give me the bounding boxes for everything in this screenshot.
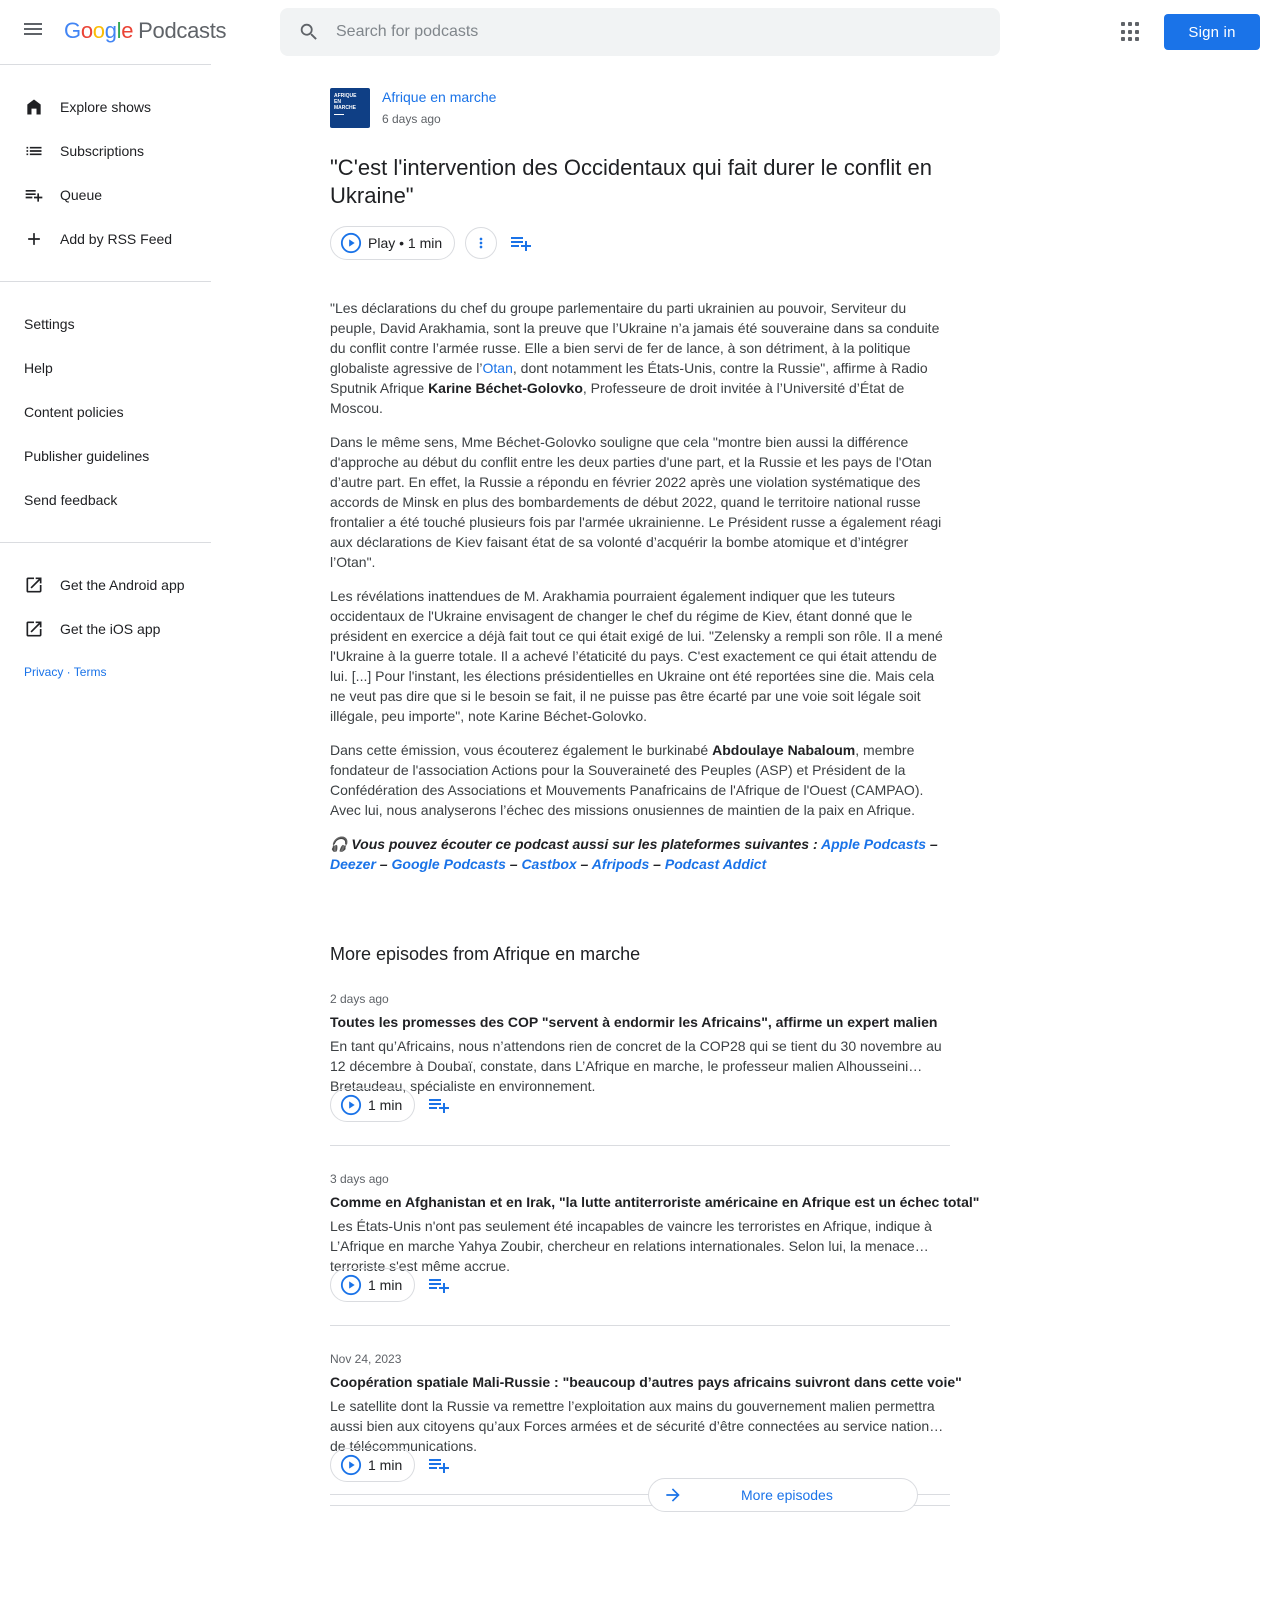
list-icon — [24, 141, 44, 161]
sidebar-item-ios-app[interactable]: Get the iOS app — [0, 607, 211, 651]
list-item-date: Nov 24, 2023 — [330, 1352, 402, 1366]
plus-icon — [24, 229, 44, 249]
sidebar-item-content-policies[interactable]: Content policies — [24, 404, 124, 420]
queue-icon — [24, 185, 44, 205]
list-item-title[interactable]: Toutes les promesses des COP "servent à endormir les Africains", affirme un expert malien — [330, 1014, 938, 1030]
play-circle-icon — [340, 1274, 362, 1296]
list-item-title[interactable]: Coopération spatiale Mali-Russie : "beaucoup d’autres pays africains suivront dans cette voie" — [330, 1374, 962, 1390]
playlist-add-icon — [427, 1273, 451, 1297]
list-item-date: 3 days ago — [330, 1172, 389, 1186]
top-app-bar — [0, 0, 1280, 64]
sidebar-item-help[interactable]: Help — [24, 360, 53, 376]
add-to-queue-button[interactable] — [427, 1093, 451, 1117]
sidebar-item-queue[interactable]: Queue — [0, 173, 211, 217]
search-icon[interactable] — [298, 21, 320, 43]
list-item-description: En tant qu’Africains, nous n’attendons rien de concret de la COP28 qui se tient du 30 novembre au 12 décembre à Doubaï, constate, dans L’Afrique en marche, le professeur malien Alhousseini Bretaudeau, spécialiste en environnement. — [330, 1038, 942, 1094]
more-episodes-row — [330, 1478, 950, 1512]
platforms-paragraph: 🎧 Vous pouvez écouter ce podcast aussi sur les plateformes suivantes : Apple Podcasts – Deezer – Google Podcasts – Castbox – Afripods – Podcast Addict — [330, 836, 938, 872]
sidebar-item-explore-shows[interactable]: Explore shows — [0, 85, 211, 129]
menu-icon[interactable] — [22, 20, 48, 44]
more-episodes-title: More episodes from Afrique en marche — [330, 944, 641, 964]
description-paragraph: Les révélations inattendues de M. Arakhamia pourraient également indiquer que les tuteurs occidentaux de l'Ukraine envisagent de changer le chef du régime de Kiev, étant donné que le président en exercice a déjà fait tout ce qui était exigé de lui. "Zelensky a rempli son rôle. Il a mené l'Ukraine à la guerre totale. Il a achevé l’étaticité du pays. C'est exactement ce qui était attendu de lui. [...] Pour l'instant, les élections présidentielles en Ukraine ont été reportées sine die. Mais cela ne veut pas dire que si le besoin se fait, il ne puisse pas être écarté par une voie soit légale soit illégale, peu importe", note Karine Béchet-Golovko. — [330, 588, 943, 724]
sidebar — [0, 64, 211, 679]
sidebar-item-settings[interactable]: Settings — [24, 316, 75, 332]
list-item-date: 2 days ago — [330, 992, 389, 1006]
podcast-addict-link[interactable]: Podcast Addict — [664, 856, 767, 872]
play-circle-icon — [340, 232, 362, 254]
play-button[interactable]: 1 min — [330, 1268, 415, 1302]
apple-podcasts-link[interactable]: Apple Podcasts — [821, 836, 927, 852]
google-podcasts-link[interactable]: Google Podcasts — [391, 856, 506, 872]
sidebar-item-send-feedback[interactable]: Send feedback — [24, 492, 118, 508]
episode-actions — [330, 226, 950, 260]
more-vert-icon — [473, 235, 489, 251]
play-button[interactable]: 1 min — [330, 1088, 415, 1122]
playlist-add-icon — [509, 231, 533, 255]
search-input[interactable] — [336, 8, 976, 56]
privacy-link[interactable]: Privacy — [24, 665, 64, 679]
search-bar[interactable] — [280, 8, 1000, 56]
playlist-add-icon — [427, 1453, 451, 1477]
sidebar-item-android-app[interactable]: Get the Android app — [0, 563, 211, 607]
sign-in-button[interactable]: Sign in — [1164, 14, 1260, 50]
deezer-link[interactable]: Deezer — [330, 856, 376, 872]
thumb-underline — [334, 114, 344, 115]
google-podcasts-logo[interactable]: Google Podcasts — [64, 18, 227, 43]
list-item — [330, 1146, 980, 1326]
show-thumbnail[interactable]: AFRIQUE EN MARCHE — [330, 88, 370, 128]
terms-link[interactable]: Terms — [73, 665, 107, 679]
footer-links — [0, 651, 211, 679]
more-options-button[interactable] — [465, 227, 497, 259]
list-item-description: Les États-Unis n'ont pas seulement été incapables de vaincre les terroristes en Afrique, indique à L’Afrique en marche Yahya Zoubir, chercheur en relations internationales. Selon lui, la menace terroriste s'est même accrue. — [330, 1218, 932, 1274]
sidebar-item-add-rss[interactable]: Add by RSS Feed — [0, 217, 211, 261]
play-circle-icon — [340, 1094, 362, 1116]
sidebar-item-subscriptions[interactable]: Subscriptions — [0, 129, 211, 173]
episode-date: 6 days ago — [382, 112, 441, 126]
open-in-new-icon — [24, 575, 44, 595]
afripods-link[interactable]: Afripods — [591, 856, 650, 872]
list-item-title[interactable]: Comme en Afghanistan et en Irak, "la lutte antiterroriste américaine en Afrique est un échec total" — [330, 1194, 980, 1210]
description-paragraph: Dans cette émission, vous écouterez également le burkinabé Abdoulaye Nabaloum, membre fondateur de l'association Actions pour la Souveraineté des Peuples (ASP) et Président de la Confédération des Associations et Mouvements Panafricains de l'Afrique de l'Ouest (CAMPAO). Avec lui, nous analyserons l’échec des missions onusiennes de maintien de la paix en Afrique. — [330, 742, 924, 818]
footer-separator: · — [63, 665, 74, 679]
castbox-link[interactable]: Castbox — [521, 856, 577, 872]
open-in-new-icon — [24, 619, 44, 639]
play-button[interactable]: Play • 1 min — [330, 226, 455, 260]
play-circle-icon — [340, 1454, 362, 1476]
episode-description — [330, 298, 945, 874]
home-icon — [24, 97, 44, 117]
otan-link[interactable]: Otan — [482, 360, 513, 376]
list-item-description: Le satellite dont la Russie va remettre l’exploitation aux mains du gouvernement malien permettra aussi bien aux citoyens qu’aux Forces armées et de sécurité d’être connectées au service national de télécommunications. — [330, 1398, 941, 1454]
play-button[interactable]: 1 min — [330, 1448, 415, 1482]
add-to-queue-button[interactable] — [427, 1453, 451, 1477]
show-name-link[interactable]: Afrique en marche — [382, 89, 497, 105]
playlist-add-icon — [427, 1093, 451, 1117]
apps-grid-icon[interactable] — [1121, 22, 1141, 42]
more-episodes-button[interactable]: More episodes — [648, 1478, 918, 1512]
description-paragraph: "Les déclarations du chef du groupe parlementaire du parti ukrainien au pouvoir, Serviteur du peuple, David Arakhamia, sont la preuve que l’Ukraine n’a jamais été souveraine dans sa conduite du conflit contre l’armée russe. Elle a bien servi de fer de lance, à son détriment, à la politique globaliste agressive de l’Otan, dont notamment les États-Unis, contre la Russie", affirme à Radio Sputnik Afrique Karine Béchet-Golovko, Professeure de droit invitée à l’Université d’État de Moscou. — [330, 300, 940, 416]
arrow-forward-icon — [663, 1485, 683, 1505]
add-to-queue-button[interactable] — [427, 1273, 451, 1297]
show-header — [330, 88, 950, 132]
add-to-queue-button[interactable] — [509, 231, 533, 255]
sidebar-item-publisher-guidelines[interactable]: Publisher guidelines — [24, 448, 150, 464]
description-paragraph: Dans le même sens, Mme Béchet-Golovko souligne que cela "montre bien aussi la différence d'approche au début du conflit entre les deux parties d'une part, et la Russie et les pays de l'Otan d’autre part. En effet, la Russie a répondu en février 2022 après une violation systématique des accords de Minsk en plus des bombardements de début 2022, quand le territoire national russe frontalier a été touché plusieurs fois par l'armée ukrainienne. Le Président russe a également réagi aux déclarations de Kiev faisant état de sa volonté d’acquérir la bombe atomique et d’intégrer l’Otan". — [330, 434, 942, 570]
list-item — [330, 966, 950, 1146]
episode-detail — [330, 88, 950, 888]
more-episodes-section — [330, 942, 980, 1506]
episode-title: "C'est l'intervention des Occidentaux qui fait durer le conflit en Ukraine" — [330, 155, 932, 208]
